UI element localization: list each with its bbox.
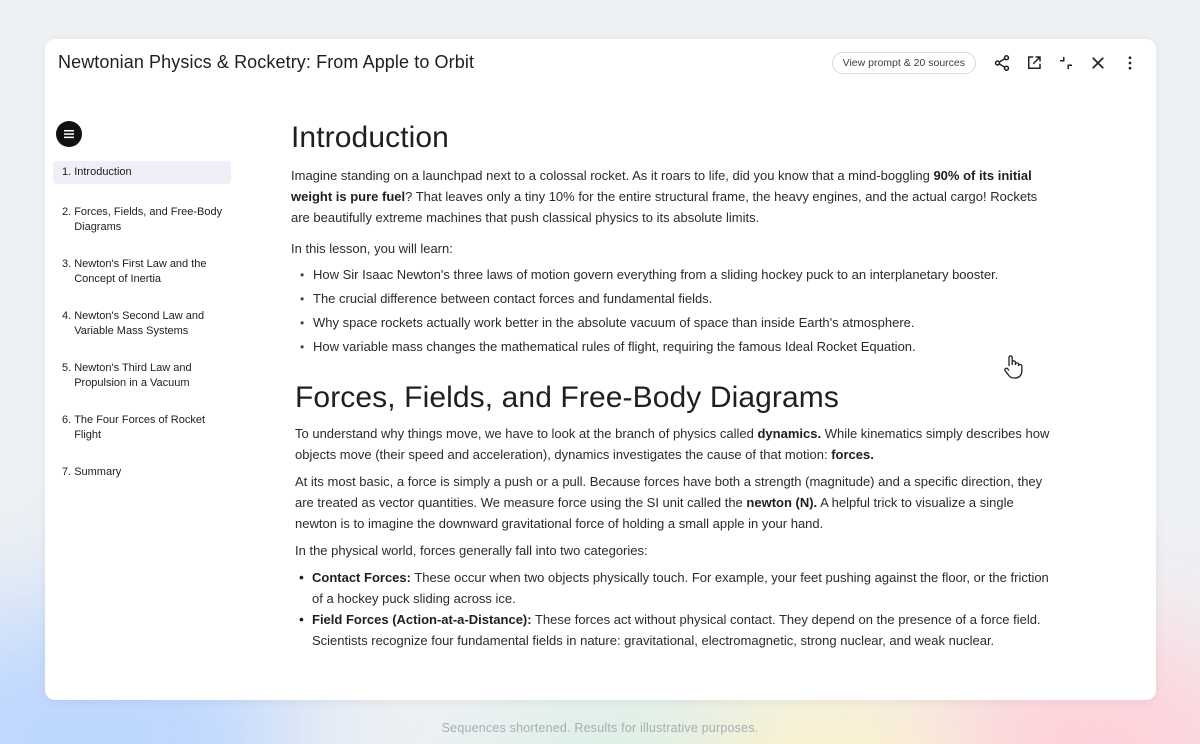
list-item: • How variable mass changes the mathematical rules of flight, requiring the famous Ideal Rocket Equation. [291,335,1051,359]
toc-item-label: Newton's Third Law and Propulsion in a Vacuum [74,362,192,389]
open-external-icon[interactable] [1018,51,1050,75]
toc-item-four-forces[interactable] [53,409,231,447]
intro-paragraph: Imagine standing on a launchpad next to a colossal rocket. As it roars to life, did you know that a mind-boggling 90% of its initial weight is pure fuel? That leaves only a tiny 10% for the entire structural frame, the heavy engines, and the actual cargo! Rockets are beautifully extreme machines that push classical physics to its absolute limits. [291,168,1038,225]
title-bar [45,39,1156,87]
toc-item-label: Summary [74,466,122,478]
list-item: • Why space rockets actually work better in the absolute vacuum of space than inside Earth's atmosphere. [291,311,1051,335]
title-actions [832,51,1146,75]
toc-item-second-law[interactable] [53,305,231,343]
force-categories-list [295,567,1051,651]
toc-item-number: 7. [62,466,72,478]
list-item-field-forces: • Field Forces (Action-at-a-Distance): These forces act without physical contact. They depend on the presence of a force field. Scientists recognize four fundamental fields in nature: gravitational, electromagnetic, strong nuclear, and weak nuclear. [295,609,1051,651]
document-title: Newtonian Physics & Rocketry: From Apple to Orbit [58,52,475,72]
toc-item-label: Newton's Second Law and Variable Mass Systems [74,310,205,337]
list-item-contact-forces: • Contact Forces: These occur when two objects physically touch. For example, your feet pushing against the floor, or the friction of a hockey puck sliding across ice. [295,567,1051,609]
hand-cursor-icon [1002,354,1024,380]
toc-item-number: 4. [62,310,72,322]
toc-item-number: 5. [62,362,72,374]
toc-item-summary[interactable] [53,461,231,484]
toc-item-number: 1. [62,166,72,178]
toc-item-number: 3. [62,258,72,270]
toc-item-third-law[interactable] [53,357,231,395]
section-heading-forces: Forces, Fields, and Free-Body Diagrams [295,381,839,414]
toc-item-label: The Four Forces of Rocket Flight [74,414,206,441]
list-item: • How Sir Isaac Newton's three laws of motion govern everything from a sliding hockey puck to an interplanetary booster. [291,263,1051,287]
more-vert-icon[interactable] [1114,51,1146,75]
toc-item-label: Forces, Fields, and Free-Body Diagrams [74,206,223,233]
collapse-icon[interactable] [1050,51,1082,75]
forces-paragraph-2: At its most basic, a force is simply a push or a pull. Because forces have both a strength (magnitude) and a specific direction, they are treated as vector quantities. We measure force using the SI unit called the newton (N). A helpful trick to visualize a single newton is to imagine the downward gravitational force of holding a small apple in your hand. [295,474,1043,531]
toc-item-forces[interactable] [53,201,231,239]
toc-item-number: 6. [62,414,72,426]
footer-disclaimer: Sequences shortened. Results for illustrative purposes. [441,721,759,735]
forces-paragraph-1: To understand why things move, we have to look at the branch of physics called dynamics. While kinematics simply describes how objects move (their speed and acceleration), dynamics investigates the cause of that motion: forces. [295,426,1050,462]
toc-item-label: Introduction [74,166,132,178]
learn-list [291,263,1051,359]
toc-item-introduction[interactable] [53,161,231,184]
document-content [291,121,1051,651]
list-item: • The crucial difference between contact forces and fundamental fields. [291,287,1051,311]
share-icon[interactable] [986,51,1018,75]
list-icon[interactable] [56,121,82,147]
document-window [45,39,1156,700]
toc-item-first-law[interactable] [53,253,231,291]
section-forces [295,381,1051,651]
forces-paragraph-3: In the physical world, forces generally fall into two categories: [295,543,648,558]
close-icon[interactable] [1082,51,1114,75]
learn-lead: In this lesson, you will learn: [291,241,453,256]
table-of-contents [53,121,231,498]
view-prompt-button[interactable]: View prompt & 20 sources [832,52,976,74]
toc-item-label: Newton's First Law and the Concept of Inertia [74,258,207,285]
section-heading-introduction: Introduction [291,121,449,154]
toc-item-number: 2. [62,206,72,218]
